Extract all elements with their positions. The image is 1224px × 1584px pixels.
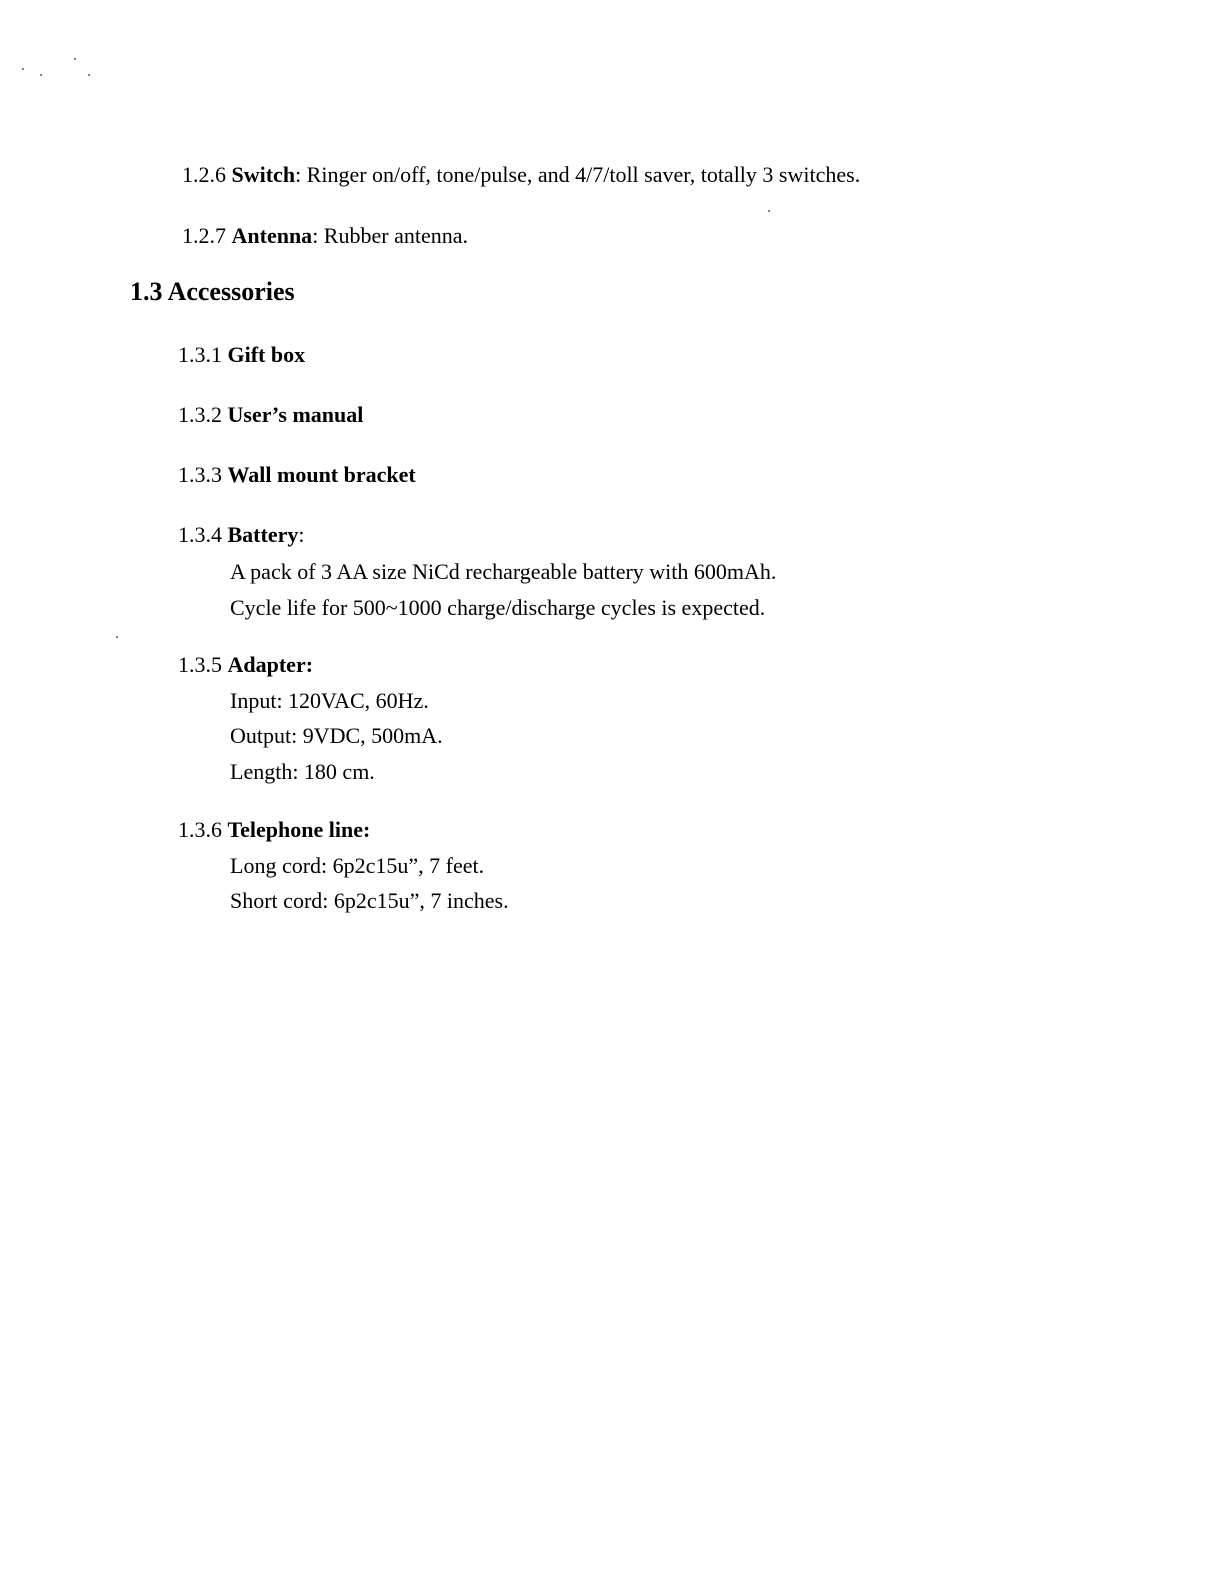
item-label: Telephone line: [227, 817, 371, 842]
item-number: 1.3.3 [178, 462, 222, 487]
item-antenna [182, 223, 468, 249]
scan-speck [768, 210, 770, 212]
item-number: 1.2.7 [182, 223, 226, 248]
scan-speck [40, 74, 42, 76]
item-gift-box [178, 342, 305, 368]
section-title: Accessories [167, 277, 295, 306]
item-number: 1.3.6 [178, 817, 222, 842]
scan-speck [88, 74, 90, 76]
telephone-line-detail: Short cord: 6p2c15u”, 7 inches. [230, 888, 509, 913]
battery-detail: Cycle life for 500~1000 charge/discharge cycles is expected. [230, 595, 766, 620]
scan-speck [22, 68, 24, 70]
item-label: User’s manual [227, 402, 364, 427]
item-suffix: : [298, 522, 305, 547]
item-adapter [178, 652, 313, 678]
item-wall-mount-bracket [178, 462, 416, 488]
adapter-detail: Length: 180 cm. [230, 759, 375, 784]
item-text: : Ringer on/off, tone/pulse, and 4/7/toll saver, totally 3 switches. [295, 162, 861, 187]
item-number: 1.3.1 [178, 342, 222, 367]
item-label: Antenna [231, 223, 313, 248]
item-number: 1.3.2 [178, 402, 222, 427]
adapter-detail: Output: 9VDC, 500mA. [230, 723, 443, 748]
adapter-detail: Input: 120VAC, 60Hz. [230, 688, 429, 713]
battery-detail: A pack of 3 AA size NiCd rechargeable battery with 600mAh. [230, 559, 777, 584]
item-number: 1.3.4 [178, 522, 222, 547]
section-number: 1.3 [130, 277, 163, 306]
item-label: Battery [227, 522, 299, 547]
item-text: : Rubber antenna. [312, 223, 468, 248]
telephone-line-detail: Long cord: 6p2c15u”, 7 feet. [230, 853, 485, 878]
item-label: Adapter: [227, 652, 314, 677]
item-number: 1.3.5 [178, 652, 222, 677]
section-heading [130, 277, 295, 307]
item-telephone-line [178, 817, 370, 843]
scan-speck [116, 636, 118, 638]
item-number: 1.2.6 [182, 162, 226, 187]
item-switch [182, 162, 860, 188]
item-battery [178, 522, 304, 548]
item-label: Switch [231, 162, 296, 187]
item-users-manual [178, 402, 363, 428]
scan-speck [74, 58, 76, 60]
item-label: Gift box [227, 342, 306, 367]
item-label: Wall mount bracket [227, 462, 416, 487]
